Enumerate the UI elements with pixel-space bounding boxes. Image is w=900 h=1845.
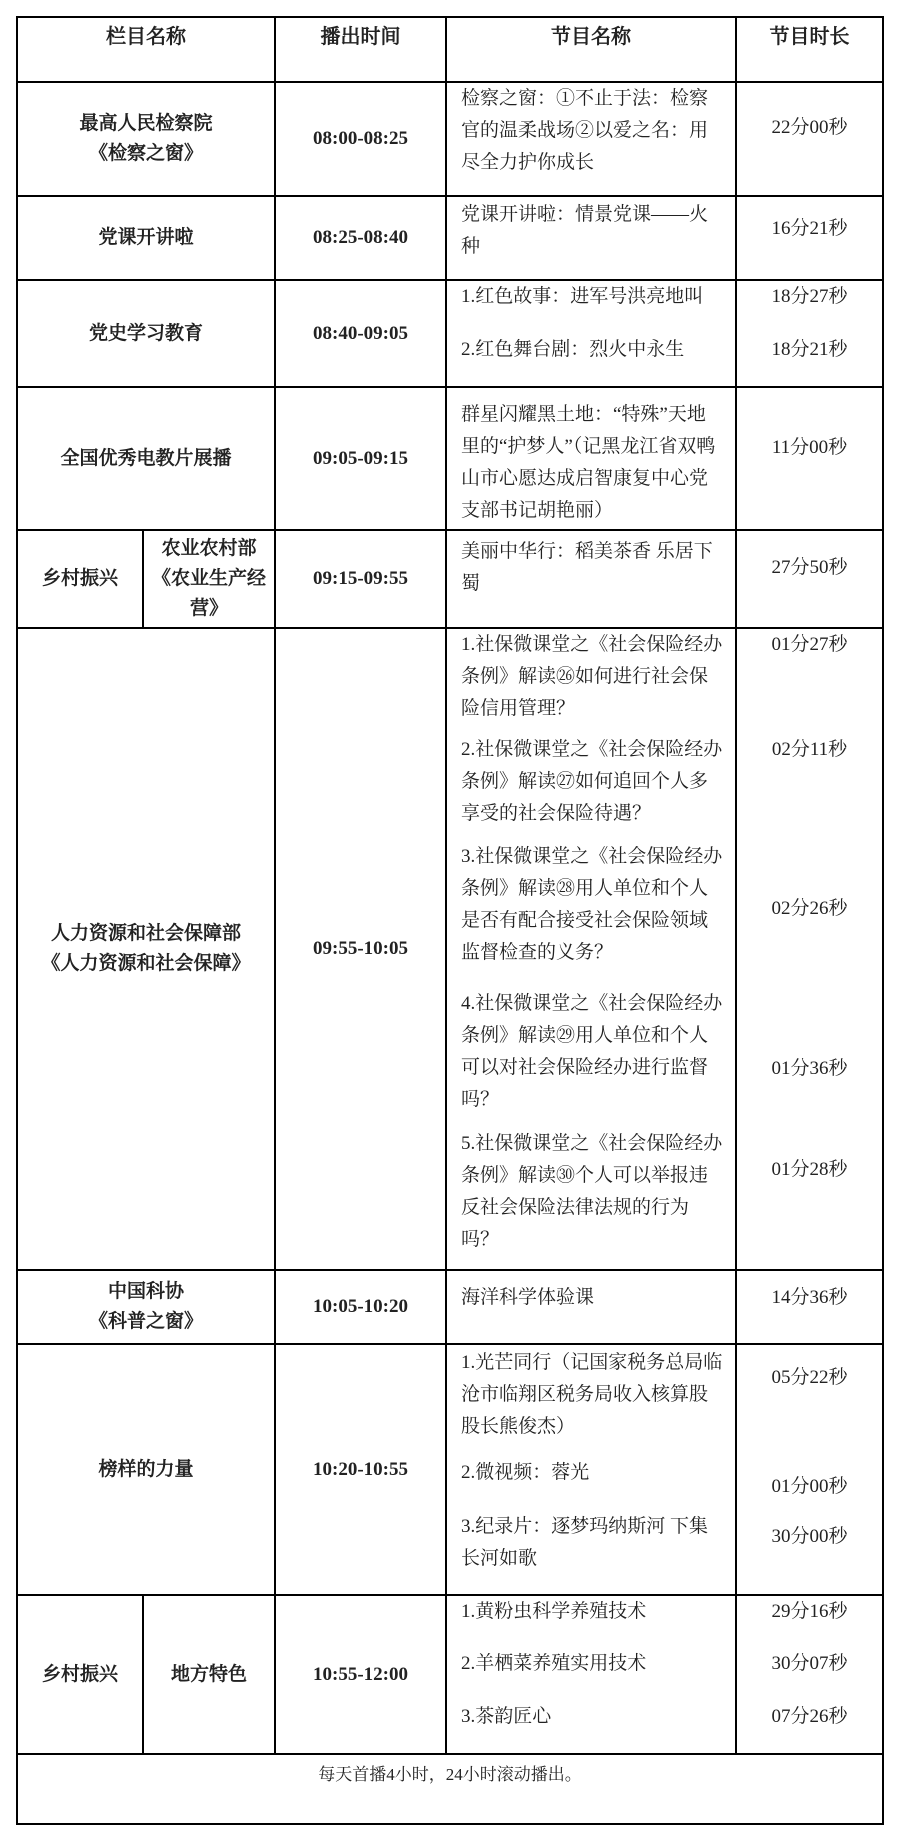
duration-value: 07分26秒 [771,1706,848,1727]
air-time-cell [274,386,447,531]
duration-value: 18分27秒 [771,286,848,307]
duration-value: 22分00秒 [771,117,848,138]
column-name: 乡村振兴 [41,1663,118,1685]
program-item: 4.社保微课堂之《社会保险经办条例》解读㉙用人单位和个人可以对社会保险经办进行监督吗？ [461,993,723,1110]
air-time-cell [274,81,447,197]
column-name-cell [16,1343,276,1596]
program-cell [445,279,737,388]
program-item: 群星闪耀黑土地：“特殊”天地里的“护梦人”（记黑龙江省双鸭山市心愿达成启智康复中心党支部书记胡艳丽） [461,404,716,521]
air-time: 09:05-09:15 [313,447,408,469]
column-name: 人力资源和社会保障部 《人力资源和社会保障》 [41,923,251,974]
column-name-cell [16,529,144,629]
sub-column-cell [142,529,276,629]
column-name-cell [16,1594,144,1755]
duration-value: 18分21秒 [771,339,848,360]
duration-value: 11分00秒 [771,437,848,458]
duration-value: 02分26秒 [771,898,848,919]
program-item: 1.黄粉虫科学养殖技术 [461,1601,647,1622]
column-name-cell [16,386,276,531]
program-item: 1.光芒同行（记国家税务总局临沧市临翔区税务局收入核算股股长熊俊杰） [461,1352,723,1437]
header-program-name [445,16,737,83]
program-cell [445,529,737,629]
duration-value: 16分21秒 [771,218,848,239]
column-name: 乡村振兴 [41,568,118,589]
header-air-time [274,16,447,83]
duration-cell [735,627,884,1271]
duration-value: 05分22秒 [771,1367,848,1388]
duration-cell [735,279,884,388]
duration-cell [735,1594,884,1755]
duration-cell [735,529,884,629]
air-time-cell [274,529,447,629]
air-time: 10:55-12:00 [313,1663,408,1685]
duration-cell [735,81,884,197]
program-item: 海洋科学体验课 [461,1287,595,1308]
air-time-cell [274,627,447,1271]
air-time: 09:55-10:05 [313,938,408,959]
program-cell [445,81,737,197]
duration-value: 30分07秒 [771,1653,848,1674]
air-time: 10:05-10:20 [313,1296,408,1317]
column-name-cell [16,279,276,388]
program-item: 2.羊栖菜养殖实用技术 [461,1653,647,1674]
duration-value: 01分36秒 [771,1058,848,1079]
column-name: 党史学习教育 [88,322,203,344]
duration-value: 01分27秒 [771,634,848,655]
header-duration-label: 节目时长 [769,26,850,48]
air-time: 08:00-08:25 [313,128,408,149]
program-cell [445,627,737,1271]
sub-column-name: 农业农村部 《农业生产经营》 [151,538,266,619]
program-item: 2.微视频：蓉光 [461,1462,590,1483]
column-name: 最高人民检察院 《检察之窗》 [79,113,213,164]
air-time-cell [274,195,447,281]
air-time-cell [274,1343,447,1596]
footer-cell [16,1753,884,1825]
column-name: 党课开讲啦 [98,227,194,248]
column-name: 榜样的力量 [98,1458,194,1480]
duration-value: 01分28秒 [771,1159,848,1180]
program-item: 1.红色故事：进军号洪亮地叫 [461,286,704,307]
duration-cell [735,386,884,531]
air-time: 08:25-08:40 [313,227,408,248]
duration-value: 29分16秒 [771,1601,848,1622]
column-name-cell [16,627,276,1271]
sub-column-name: 地方特色 [170,1663,247,1685]
header-air-time-label: 播出时间 [320,26,401,48]
program-item: 3.社保微课堂之《社会保险经办条例》解读㉘用人单位和个人是否有配合接受社会保险领域监督检查的义务？ [461,846,723,963]
sub-column-cell [142,1594,276,1755]
duration-cell [735,1343,884,1596]
program-cell [445,1269,737,1345]
air-time: 09:15-09:55 [313,568,408,589]
air-time-cell [274,279,447,388]
program-cell [445,1343,737,1596]
header-column-name [16,16,276,83]
program-item: 2.红色舞台剧：烈火中永生 [461,339,685,360]
column-name: 全国优秀电教片展播 [60,447,232,469]
duration-cell [735,195,884,281]
program-cell [445,386,737,531]
program-item: 检察之窗：①不止于法：检察官的温柔战场②以爱之名：用尽全力护你成长 [461,88,709,173]
air-time: 08:40-09:05 [313,322,408,344]
duration-value: 27分50秒 [771,557,848,578]
air-time-cell [274,1269,447,1345]
program-cell [445,195,737,281]
header-program-name-label: 节目名称 [551,26,631,48]
column-name-cell [16,1269,276,1345]
column-name-cell [16,195,276,281]
duration-value: 01分00秒 [771,1476,848,1497]
column-name: 中国科协 《科普之窗》 [88,1281,203,1332]
program-item: 美丽中华行：稻美茶香 乐居下蜀 [461,541,713,594]
program-item: 2.社保微课堂之《社会保险经办条例》解读㉗如何追回个人多享受的社会保险待遇？ [461,739,723,824]
program-item: 1.社保微课堂之《社会保险经办条例》解读㉖如何进行社会保险信用管理？ [461,634,723,719]
duration-value: 02分11秒 [771,739,848,760]
footer-note: 每天首播4小时，24小时滚动播出。 [318,1765,582,1784]
header-column-name-label: 栏目名称 [106,26,186,48]
program-cell [445,1594,737,1755]
duration-cell [735,1269,884,1345]
header-duration [735,16,884,83]
air-time: 10:20-10:55 [313,1458,408,1480]
air-time-cell [274,1594,447,1755]
duration-value: 14分36秒 [771,1287,848,1308]
column-name-cell [16,81,276,197]
program-item: 3.茶韵匠心 [461,1706,552,1727]
program-item: 党课开讲啦：情景党课——火种 [461,204,709,257]
program-item: 5.社保微课堂之《社会保险经办条例》解读㉚个人可以举报违反社会保险法律法规的行为吗？ [461,1133,723,1250]
program-item: 3.纪录片：逐梦玛纳斯河 下集 长河如歌 [461,1516,709,1569]
duration-value: 30分00秒 [771,1526,848,1547]
